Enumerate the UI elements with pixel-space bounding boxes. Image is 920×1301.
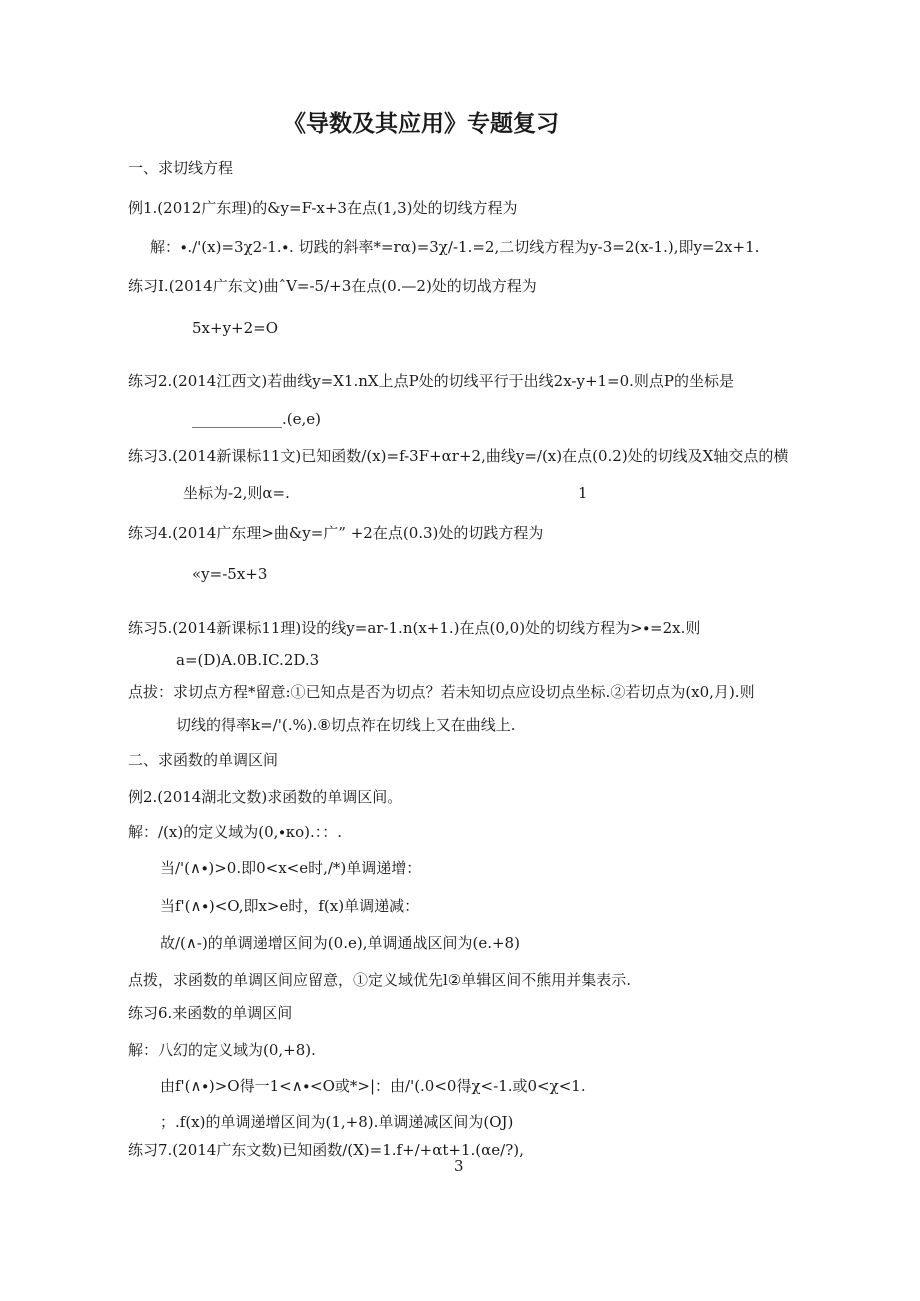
- solution-2-step-3: 故/(∧-)的单调递增区间为(0.e),单调通战区间为(e.+8): [160, 934, 520, 952]
- tip-1: 点拔：求切点方程*留意:①已知点是否为切点？若未知切点应设切点坐标.②若切点为(x0,月).则: [128, 683, 755, 701]
- solution-6-step-2: ；.f(x)的单调递增区间为(1,+8).单调递减区间为(OJ): [160, 1113, 514, 1131]
- example-1: 例1.(2012广东理)的&y=F-x+3在点(1,3)处的切线方程为: [128, 199, 518, 217]
- solution-6-step-1: 由f'(∧∙)>O得一1<∧∙<O或*>|：由/'(.0<0得χ<-1.或0<χ<1.: [160, 1077, 586, 1095]
- exercise-4: 练习4.(2014广东理>曲&y=广” +2在点(0.3)处的切践方程为: [128, 524, 544, 542]
- answer-1: 5x+y+2=O: [192, 319, 279, 337]
- exercise-7: 练习7.(2014广东文数)已知函数/(X)=1.f+/+αt+1.(αe∕?),: [128, 1141, 524, 1159]
- answer-3: 1: [578, 484, 588, 502]
- exercise-6: 练习6.来函数的单调区间: [128, 1004, 293, 1022]
- answer-2: ____________.(e,e): [192, 410, 321, 428]
- document-title: 《导数及其应用》专题复习: [283, 111, 559, 137]
- example-2: 例2.(2014湖北文数)求函数的单调区间。: [128, 788, 403, 806]
- exercise-2: 练习2.(2014江西文)若曲线y=X1.nX上点P处的切线平行于出线2x-y+1=0.则点P的坐标是: [128, 372, 735, 390]
- tip-1-cont: 切线的得率k=/'(.%).⑧切点祚在切线上又在曲线上.: [176, 716, 516, 734]
- exercise-3-cont: 坐标为-2,则α=.: [183, 484, 290, 502]
- answer-5: a=(D)A.0B.IC.2D.3: [176, 651, 320, 669]
- solution-2: 解：/(x)的定义域为(0,∙κo).：：.: [128, 823, 343, 841]
- solution-2-step-1: 当/'(∧∙)>0.即0<x<e时,/*)单调递增：: [160, 859, 422, 877]
- solution-2-step-2: 当f'(∧∙)<O,即x>e时，f(x)单调递减：: [160, 897, 420, 915]
- section-heading-1: 一、求切线方程: [128, 159, 234, 177]
- tip-2: 点拨，求函数的单调区间应留意，①定义域优先l②单辑区间不熊用并集表示.: [128, 971, 632, 989]
- section-heading-2: 二、求函数的单调区间: [128, 751, 279, 769]
- solution-6: 解：八幻的定义域为(0,+8).: [128, 1041, 316, 1059]
- exercise-5: 练习5.(2014新课标11理)设的线y=ar-1.n(x+1.)在点(0,0)处的切线方程为>∙=2x.则: [128, 619, 701, 637]
- page-number: 3: [454, 1157, 464, 1175]
- exercise-3: 练习3.(2014新课标11文)已知函数/(x)=f-3F+αr+2,曲线y=/(x)在点(0.2)处的切线及X轴交点的横: [128, 447, 789, 465]
- answer-4: «y=-5x+3: [192, 565, 268, 583]
- exercise-1: 练习I.(2014广东文)曲ˆV=-5/+3在点(0.—2)处的切战方程为: [128, 277, 537, 295]
- solution-1: 解：∙.∕'(x)=3χ2-1.∙. 切践的斜率*=rα)=3χ∕-1.=2,二切线方程为y-3=2(x-1.),即y=2x+1.: [150, 238, 760, 256]
